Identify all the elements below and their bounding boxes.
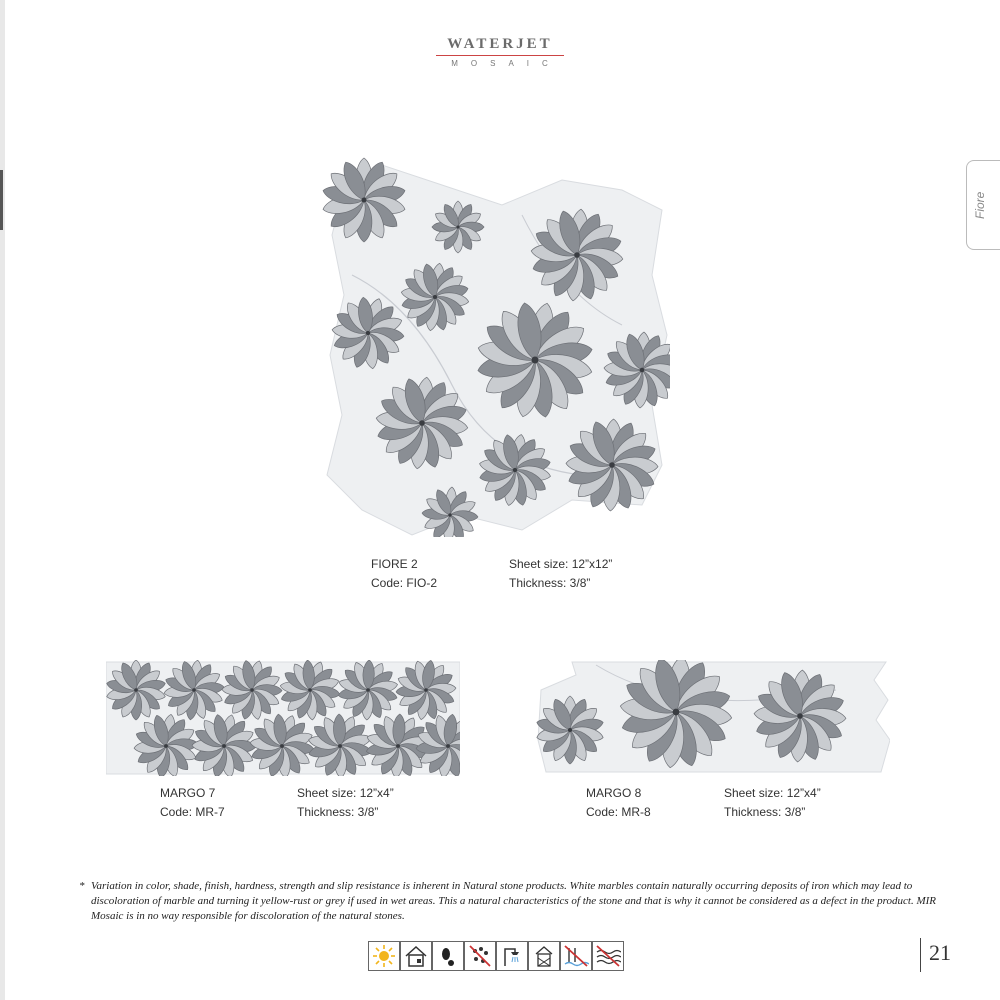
brand-subtitle: MOSAIC — [451, 59, 561, 68]
fiore-2-specs — [509, 555, 612, 593]
foot-traffic-icon — [432, 941, 464, 971]
margo-7-tile-image — [106, 660, 460, 776]
disclaimer-marker: * — [79, 880, 85, 892]
page-binding-edge — [0, 0, 5, 1000]
thickness: Thickness: 3/8” — [509, 576, 591, 590]
no-heavy-traffic-icon — [464, 941, 496, 971]
brand-name: WATERJET — [447, 36, 553, 52]
thickness: Thickness: 3/8” — [724, 805, 806, 819]
usage-icons-row — [368, 941, 624, 971]
product-code: Code: FIO-2 — [371, 576, 438, 590]
disclaimer-text: Variation in color, shade, finish, hardness, strength and slip resistance is inherent in Natural stone products. White marbles contain naturally occurring deposits of iron which may lead to discoloration of marble and turning it yellow-rust or grey if used in wet areas. This a natural characteristics of the stone and that is why it cannot be considered as a defect in the product. MIR Mosaic is in no way responsible for discoloration of the natural stones. — [91, 880, 936, 922]
no-pool-icon — [560, 941, 592, 971]
sun-icon — [368, 941, 400, 971]
product-name: FIORE 2 — [371, 557, 418, 571]
brand-accent-line — [436, 55, 564, 56]
margo-8-tile-image — [536, 660, 890, 776]
section-tab[interactable] — [966, 160, 1000, 250]
margo-8-specs — [724, 784, 821, 822]
house-icon — [400, 941, 432, 971]
page-number: 21 — [920, 938, 951, 972]
sauna-icon — [528, 941, 560, 971]
no-water-icon — [592, 941, 624, 971]
brand-logo — [420, 36, 580, 68]
sheet-size: Sheet size: 12”x4” — [297, 786, 394, 800]
product-name: MARGO 8 — [586, 786, 642, 800]
fiore-2-tile-image — [322, 155, 670, 537]
product-name: MARGO 7 — [160, 786, 216, 800]
shower-icon — [496, 941, 528, 971]
fiore-2-name-code — [371, 555, 437, 593]
margo-8-name-code — [586, 784, 651, 822]
sheet-size: Sheet size: 12”x12” — [509, 557, 613, 571]
product-code: Code: MR-8 — [586, 805, 651, 819]
disclaimer — [79, 879, 939, 924]
margo-7-name-code — [160, 784, 225, 822]
margo-7-specs — [297, 784, 394, 822]
product-code: Code: MR-7 — [160, 805, 225, 819]
section-tab-label: Fiore — [973, 191, 987, 219]
thickness: Thickness: 3/8” — [297, 805, 379, 819]
sheet-size: Sheet size: 12”x4” — [724, 786, 821, 800]
